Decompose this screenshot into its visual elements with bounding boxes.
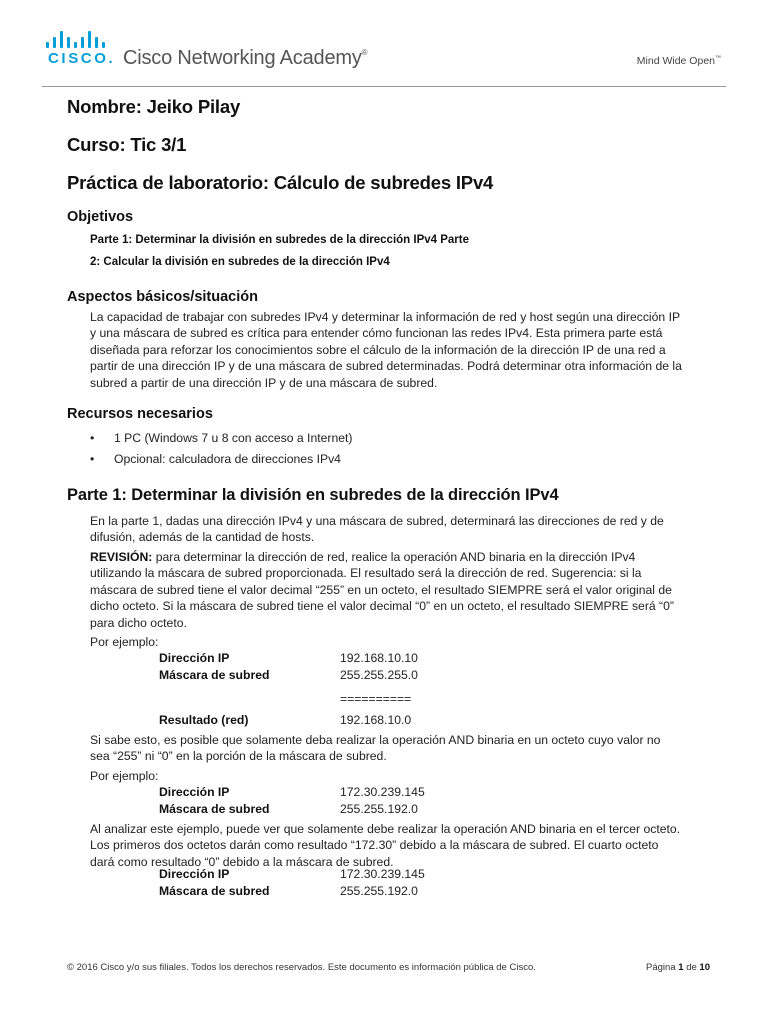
ip-label: Dirección IP (159, 867, 230, 881)
text-line: Si sabe esto, es posible que solamente deba realizar la operación AND binaria en un octeto cuyo valor no (90, 733, 661, 747)
result-label: Resultado (red) (159, 713, 249, 727)
ip-value: 172.30.239.145 (340, 785, 425, 799)
page-number: Página 1 de 10 (646, 962, 710, 973)
text-line: y una máscara de subred es crítica para entender cómo funcionan las redes IPv4. Esta primera parte está (90, 326, 663, 341)
text-line: La capacidad de trabajar con subredes IPv4 y determinar la información de red y host según una dirección IP (90, 310, 681, 324)
objetivos-heading: Objetivos (67, 209, 134, 225)
list-item: • 1 PC (Windows 7 u 8 con acceso a Internet) (90, 431, 353, 445)
list-item: • Opcional: calculadora de direcciones IPv4 (90, 452, 341, 466)
ip-value: 172.30.239.145 (340, 867, 425, 881)
student-name: Nombre: Jeiko Pilay (67, 96, 241, 117)
revision-label: REVISIÓN: (90, 550, 153, 564)
ip-label: Dirección IP (159, 651, 230, 665)
text-line: REVISIÓN: para determinar la dirección de red, realice la operación AND binaria en la dirección IPv4 (90, 550, 636, 564)
mask-label: Máscara de subred (159, 668, 270, 682)
parte1-intro (90, 513, 712, 546)
course-name: Curso: Tic 3/1 (67, 134, 187, 155)
ejemplo-label: Por ejemplo: (90, 769, 159, 783)
mask-value: 255.255.192.0 (340, 802, 418, 816)
text-line: Al analizar este ejemplo, puede ver que solamente debe realizar la operación AND binaria en el tercer octeto. (90, 822, 681, 836)
text-line: para dicho octeto. (90, 615, 187, 630)
result-value: 192.168.10.0 (340, 713, 412, 727)
academy-title: Cisco Networking Academy® (123, 47, 368, 69)
tagline: Mind Wide Open™ (636, 55, 721, 67)
aspectos-heading: Aspectos básicos/situación (67, 289, 258, 305)
header-divider (42, 86, 726, 87)
page-title: Práctica de laboratorio: Cálculo de subredes IPv4 (67, 172, 494, 193)
ip-label: Dirección IP (159, 785, 230, 799)
cisco-logo (44, 30, 116, 70)
text-line: dicho octeto. Si la máscara de subred tiene el valor decimal “0” en un octeto, el resultado SIEMPRE será “0” (90, 599, 674, 614)
text-line: En la parte 1, dadas una dirección IPv4 y una máscara de subred, determinará las direcciones de red y de (90, 514, 664, 528)
text-line: dará como resultado “0” debido a la máscara de subred. (90, 854, 394, 869)
analizar-paragraph (90, 821, 712, 870)
separator: ========== (340, 692, 412, 706)
recursos-heading: Recursos necesarios (67, 406, 213, 422)
sabe-paragraph (90, 732, 712, 765)
text-line: Los primeros dos octetos darán como resultado “172.30” debido a la máscara de subred. El cuarto octeto (90, 838, 659, 853)
text-line: subred a partir de una dirección IP y de una máscara de subred. (90, 375, 438, 390)
bullet-icon: • (90, 452, 95, 466)
ejemplo-label: Por ejemplo: (90, 635, 159, 649)
parte1-heading: Parte 1: Determinar la división en subredes de la dirección IPv4 (67, 486, 559, 504)
mask-value: 255.255.192.0 (340, 884, 418, 898)
aspectos-paragraph (90, 309, 712, 391)
text-line: difusión, además de la cantidad de hosts. (90, 530, 315, 545)
bullet-icon: • (90, 431, 95, 445)
revision-paragraph (90, 549, 712, 631)
mask-label: Máscara de subred (159, 802, 270, 816)
page-header (0, 0, 768, 86)
footer-copyright: © 2016 Cisco y/o sus filiales. Todos los derechos reservados. Este documento es información pública de Cisco. (67, 962, 536, 973)
cisco-bridge-icon (46, 30, 116, 48)
text-line: diseñada para reforzar los conocimientos sobre el cálculo de la información de la dirección IP de una red a (90, 342, 666, 357)
objetivo-line: 2: Calcular la división en subredes de la dirección IPv4 (90, 256, 390, 268)
mask-value: 255.255.255.0 (340, 668, 418, 682)
text-line: sea “255” ni “0” en la porción de la máscara de subred. (90, 749, 387, 764)
text-line: máscara de subred tiene el valor decimal “255” en un octeto, el resultado SIEMPRE será el valor original de (90, 582, 672, 597)
text-line: partir de una dirección IP y de una máscara de subred determinadas. Podrá determinar otra información de la (90, 359, 682, 374)
objetivo-line: Parte 1: Determinar la división en subredes de la dirección IPv4 Parte (90, 234, 470, 246)
ip-value: 192.168.10.10 (340, 651, 418, 665)
cisco-wordmark: CISCO. (48, 50, 116, 67)
mask-label: Máscara de subred (159, 884, 270, 898)
text-line: utilizando la máscara de subred proporcionada. El resultado será la dirección de red. Sugerencia: si la (90, 566, 642, 581)
